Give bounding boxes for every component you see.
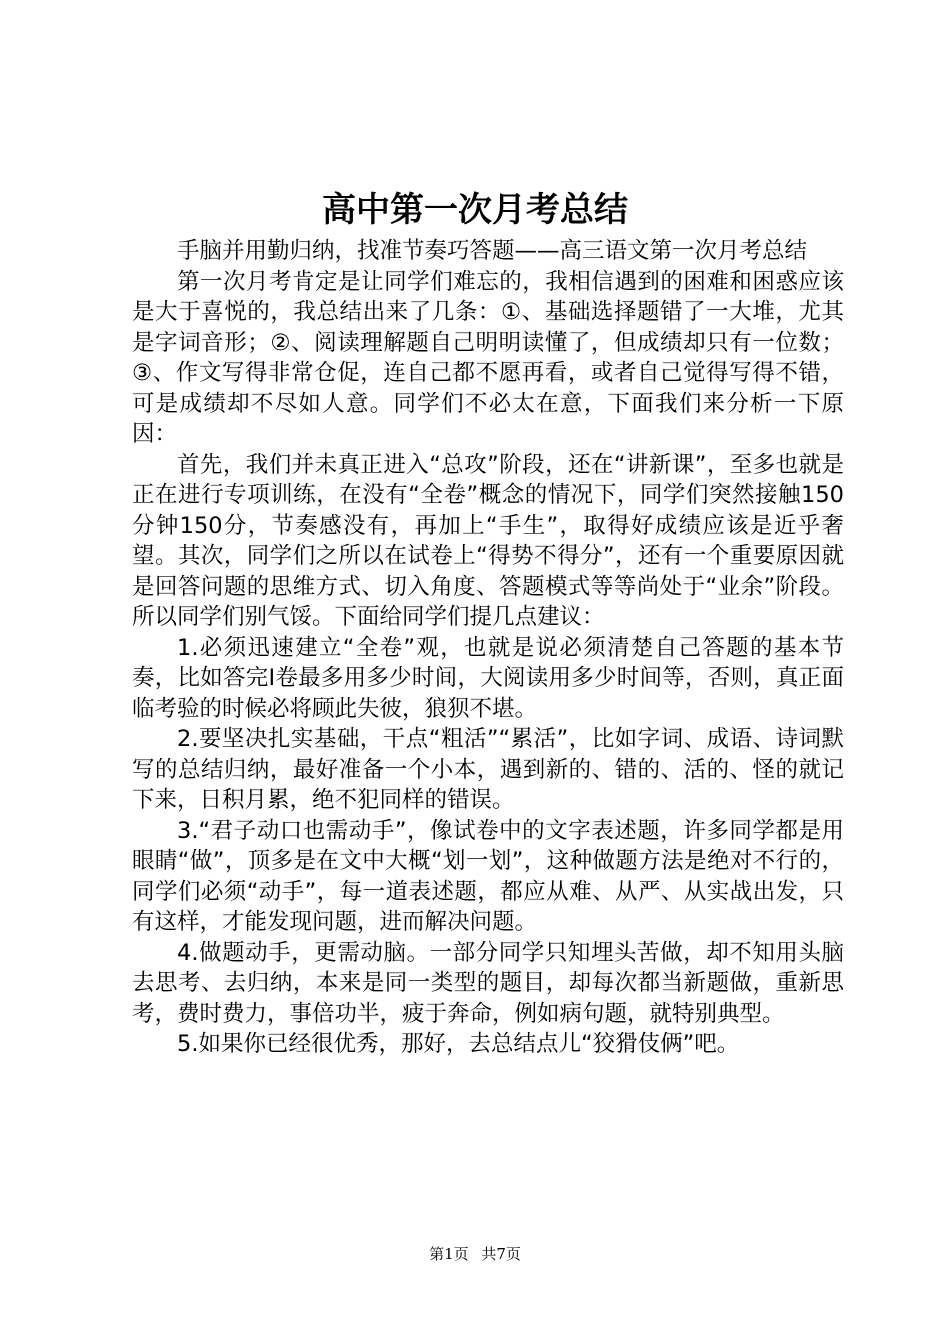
page-footer [0, 1244, 950, 1264]
suggestion-item: 2.要坚决扎实基础，干点“粗活”“累活”，比如字词、成语、诗词默写的总结归纳，最好准备一个小本，遇到新的、错的、活的、怪的就记下来，日积月累，绝不犯同样的错误。 [132, 726, 844, 813]
suggestion-item: 1.必须迅速建立“全卷”观，也就是说必须清楚自己答题的基本节奏，比如答完Ⅰ卷最多用多少时间，大阅读用多少时间等，否则，真正面临考验的时候必将顾此失彼，狼狈不堪。 [132, 634, 844, 722]
body-paragraph: 第一次月考肯定是让同学们难忘的，我相信遇到的困难和困惑应该是大于喜悦的，我总结出来了几条：①、基础选择题错了一大堆，尤其是字词音形；②、阅读理解题自己明明读懂了，但成绩却只有一位数；③、作文写得非常仓促，连自己都不愿再看，或者自己觉得写得不错，可是成绩却不尽如人意。同学们不必太在意，下面我们来分析一下原因： [132, 268, 844, 447]
suggestion-item: 4.做题动手，更需动脑。一部分同学只知埋头苦做，却不知用头脑去思考、去归纳，本来是同一类型的题目，却每次都当新题做，重新思考，费时费力，事倍功半，疲于奔命，例如病句题，就特别典型。 [132, 939, 844, 1027]
suggestion-item: 5.如果你已经很优秀，那好，去总结点儿“狡猾伎俩”吧。 [177, 1031, 740, 1057]
document-body [132, 236, 844, 1060]
page-number: 第1页 [429, 1245, 469, 1263]
subtitle-paragraph: 手脑并用勤归纳，找准节奏巧答题——高三语文第一次月考总结 [177, 238, 808, 264]
page-title: 高中第一次月考总结 [322, 190, 628, 230]
page-total: 共7页 [481, 1245, 521, 1263]
suggestion-item: 3.“君子动口也需动手”，像试卷中的文字表述题，许多同学都是用眼睛“做”，顶多是在文中大概“划一划”，这种做题方法是绝对不行的，同学们必须“动手”，每一道表述题，都应从难、从严、从实战出发，只有这样，才能发现问题，进而解决问题。 [132, 817, 844, 935]
body-paragraph: 首先，我们并未真正进入“总攻”阶段，还在“讲新课”，至多也就是正在进行专项训练，在没有“全卷”概念的情况下，同学们突然接触150分钟150分，节奏感没有，再加上“手生”，取得好成绩应该是近乎奢望。其次，同学们之所以在试卷上“得势不得分”，还有一个重要原因就是回答问题的思维方式、切入角度、答题模式等等尚处于“业余”阶段。所以同学们别气馁。下面给同学们提几点建议： [132, 451, 844, 630]
